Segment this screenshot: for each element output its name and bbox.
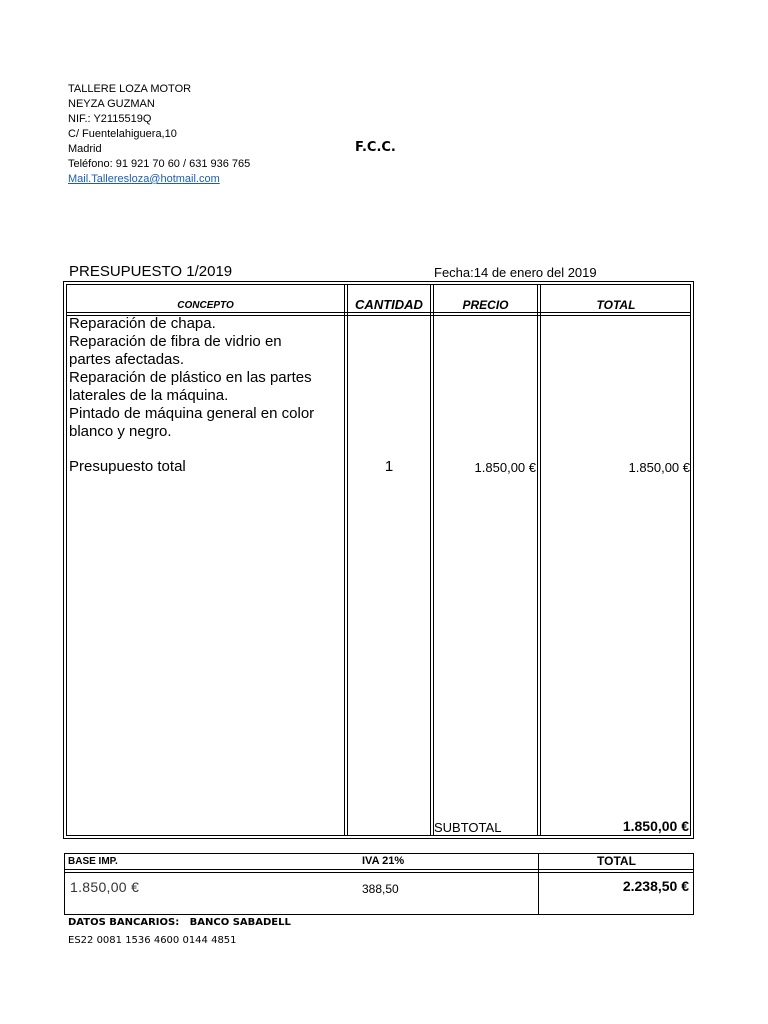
header-price: PRECIO — [462, 298, 509, 312]
header-total: TOTAL — [596, 298, 636, 312]
client-name: F.C.C. — [355, 140, 396, 155]
company-address: C/ Fuentelahiguera,10 — [68, 128, 177, 140]
item-total: 1.850,00 € — [628, 460, 690, 475]
header-divider — [66, 312, 691, 313]
summary-header-iva: IVA 21% — [362, 855, 405, 867]
summary-header-total: TOTAL — [597, 854, 636, 868]
company-city: Madrid — [68, 143, 102, 155]
bank-label: DATOS BANCARIOS: BANCO SABADELL — [68, 917, 291, 928]
company-info — [68, 82, 250, 187]
summary-divider — [64, 872, 694, 873]
column-divider — [430, 284, 431, 836]
item-price: 1.850,00 € — [474, 460, 536, 475]
subtotal-value: 1.850,00 € — [622, 818, 689, 834]
concept-line: blanco y negro. — [69, 423, 172, 440]
company-name: TALLERE LOZA MOTOR — [68, 83, 192, 95]
summary-divider — [64, 869, 694, 870]
summary-iva-value: 388,50 — [362, 882, 399, 896]
company-owner: NEYZA GUZMAN — [68, 98, 155, 110]
summary-total-value: 2.238,50 € — [622, 878, 689, 894]
document-date: Fecha:14 de enero del 2019 — [434, 265, 597, 280]
concept-line: Reparación de fibra de vidrio en — [69, 333, 282, 350]
item-quantity: 1 — [384, 458, 394, 475]
concept-line: partes afectadas. — [69, 351, 185, 368]
header-concept: CONCEPTO — [177, 300, 234, 311]
document-title: PRESUPUESTO 1/2019 — [69, 263, 233, 280]
summary-header-base: BASE IMP. — [68, 856, 118, 867]
summary-base-value: 1.850,00 € — [70, 879, 140, 895]
header-quantity: CANTIDAD — [355, 297, 423, 312]
subtotal-label: SUBTOTAL — [434, 820, 502, 835]
company-email-link[interactable]: Mail.Talleresloza@hotmail.com — [68, 173, 220, 185]
concept-line: laterales de la máquina. — [69, 387, 229, 404]
concept-line: Reparación de plástico en las partes — [69, 369, 312, 386]
concept-line: Reparación de chapa. — [69, 315, 216, 332]
company-phone: Teléfono: 91 921 70 60 / 631 936 765 — [68, 158, 251, 170]
column-divider — [344, 284, 345, 836]
concept-description — [69, 315, 314, 441]
column-divider — [433, 284, 434, 836]
column-divider — [537, 284, 538, 836]
column-divider — [347, 284, 348, 836]
company-nif: NIF.: Y2115519Q — [68, 113, 152, 125]
column-divider — [540, 284, 541, 836]
item-label: Presupuesto total — [69, 458, 186, 475]
bank-iban: ES22 0081 1536 4600 0144 4851 — [68, 935, 237, 946]
concept-line: Pintado de máquina general en color — [69, 405, 315, 422]
